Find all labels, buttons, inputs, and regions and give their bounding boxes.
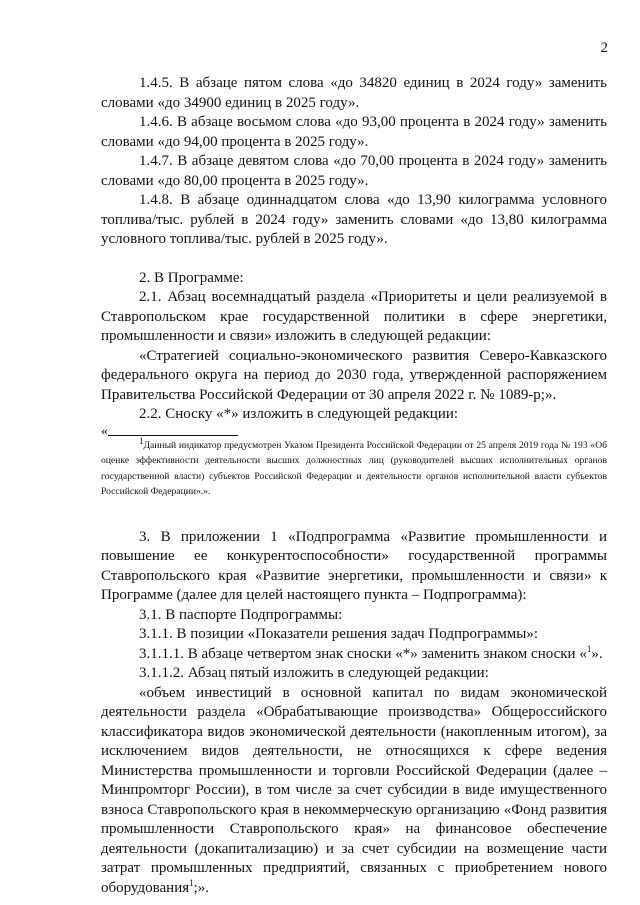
paragraph-3-1-1-2: 3.1.1.2. Абзац пятый изложить в следующей редакции: — [139, 665, 489, 681]
paragraph-2-1-quote: «Стратегией социально-экономического развития Северо-Кавказского федерального округа на период до 2030 года, утвержденной распоряжением Правительства Российской Федерации от 30 апреля 2022 г. № 1089-р;». — [101, 347, 607, 403]
paragraph-2-1: 2.1. Абзац восемнадцатый раздела «Приоритеты и цели реализуемой в Ставропольском крае государственной политики в сфере энергетики, промышленности и связи» изложить в следующей редакции: — [101, 289, 607, 344]
footnote-ref: 1 — [586, 643, 592, 654]
footnote-separator — [108, 435, 238, 436]
paragraph-1-4-6: 1.4.6. В абзаце восьмом слова «до 93,00 процента в 2024 году» заменить словами «до 94,00 процента в 2025 году». — [101, 114, 607, 150]
paragraph-final-tail: ;». — [193, 879, 210, 896]
footnote-marker: 1 — [139, 435, 144, 446]
paragraph-2: 2. В Программе: — [139, 269, 244, 286]
page-number: 2 — [600, 40, 608, 56]
paragraph-final-text: «объем инвестиций в основной капитал по видам экономической деятельности раздела «Обрабатывающие производства» Общероссийского классификатора видов экономической деятельности (накопленным итогом), за исключением видов деятельности, не относящихся к сфере ведения Министерства промышленности и торговли Российской Федерации (далее – Минпромторг России), в том числе за счет субсидии в виде имущественного взноса Ставропольского края в некоммерческую организацию «Фонд развития промышленности Ставропольского края» на финансовое обеспечение деятельности (докапитализацию) и за счет субсидии на возмещение части затрат промышленных предприятий, связанных с приобретением нового оборудования — [101, 684, 607, 896]
paragraph-1-4-8: 1.4.8. В абзаце одиннадцатом слова «до 13,90 килограмма условного топлива/тыс. рублей в 2024 году» заменить словами «до 13,80 килограмма условного топлива/тыс. рублей в 2025 году». — [101, 192, 607, 247]
footnote-ref: 1 — [189, 877, 194, 888]
paragraph-final-quote — [101, 684, 607, 899]
paragraph-3-1-1-1 — [101, 645, 607, 665]
footnote-block — [101, 423, 607, 500]
footnote-open-quote: « — [101, 423, 108, 439]
paragraph-3-1: 3.1. В паспорте Подпрограммы: — [139, 606, 343, 623]
footnote-text — [101, 435, 607, 500]
paragraph-1-4-5: 1.4.5. В абзаце пятом слова «до 34820 единиц в 2024 году» заменить словами «до 34900 единиц в 2025 году». — [101, 75, 607, 111]
paragraph-3-1-1-1-text: 3.1.1.1. В абзаце четвертом знак сноски «*» заменить знаком сноски « — [139, 645, 587, 662]
paragraph-3-1-1: 3.1.1. В позиции «Показатели решения задач Подпрограммы»: — [139, 626, 539, 642]
document-body — [101, 74, 607, 898]
paragraph-3: 3. В приложении 1 «Подпрограмма «Развитие промышленности и повышение ее конкурентоспособности» государственной программы Ставропольского края «Развитие энергетики, промышленности и связи» к Программе (далее для целей настоящего пункта – Подпрограмма): — [101, 528, 607, 603]
footnote-body: Данный индикатор предусмотрен Указом Президента Российской Федерации от 25 апреля 2019 года № 193 «Об оценке эффективности деятельности высших должностных лиц (руководителей высших исполнительных органов государственной власти) субъектов Российской Федерации и деятельности органов исполнительной власти субъектов Российской Федерации».». — [101, 439, 607, 497]
paragraph-2-2: 2.2. Сноску «*» изложить в следующей редакции: — [139, 406, 459, 422]
paragraph-3-1-1-1-tail: ». — [591, 645, 603, 662]
paragraph-1-4-7: 1.4.7. В абзаце девятом слова «до 70,00 процента в 2024 году» заменить словами «до 80,00 процента в 2025 году». — [101, 153, 607, 189]
